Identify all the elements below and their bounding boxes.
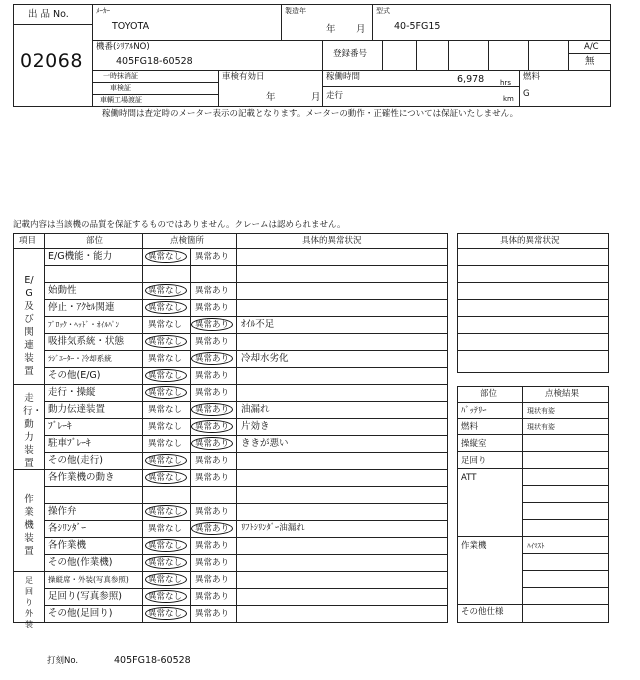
stamp-value: 405FG18-60528 — [114, 655, 191, 666]
travel-label: 走行 — [326, 91, 344, 101]
row-detail: ききが悪い — [241, 438, 289, 449]
disclaimer: 記載内容は当該機の品質を保証するものではありません。クレームは認められません。 — [13, 220, 346, 230]
normal-option: 異常なし — [148, 388, 183, 398]
abnormal-option: 異常あり — [195, 252, 230, 262]
selected-circle-mark — [145, 539, 187, 552]
inspection-year-unit: 年 — [266, 92, 276, 103]
model-label: 型式 — [376, 7, 390, 15]
col-item: 項目 — [19, 236, 37, 246]
inspection-month-unit: 月 — [311, 92, 321, 103]
abnormal-option: 異常あり — [195, 439, 230, 449]
fuel-value: G — [523, 89, 530, 99]
abnormal-option: 異常あり — [195, 320, 230, 330]
abnormal-option: 異常あり — [195, 473, 230, 483]
row-detail: 片効き — [241, 421, 270, 432]
row-part: その他(走行) — [48, 455, 103, 466]
selected-circle-mark — [191, 352, 233, 365]
work-machine-value: ﾊｲﾏｽﾄ — [527, 542, 545, 550]
normal-option: 異常なし — [148, 405, 183, 415]
normal-option: 異常なし — [148, 354, 183, 364]
row-part: 各ｼﾘﾝﾀﾞｰ — [48, 523, 87, 534]
abnormal-option: 異常あり — [195, 592, 230, 602]
undercarriage-label: 足回り — [461, 456, 487, 466]
abnormal-option: 異常あり — [195, 422, 230, 432]
hours-unit: hrs — [500, 79, 511, 87]
abnormal-option: 異常あり — [195, 575, 230, 585]
year-unit: 年 — [326, 24, 336, 35]
row-detail: 油漏れ — [241, 404, 270, 415]
ac-value: 無 — [585, 56, 595, 67]
row-part: その他(作業機) — [48, 557, 113, 568]
section-under: 足回り外装 — [25, 576, 33, 629]
fuel-label: 燃料 — [523, 72, 541, 82]
selected-circle-mark — [145, 284, 187, 297]
col-part: 部位 — [86, 236, 104, 246]
battery-value: 現状有姿 — [527, 407, 555, 415]
other-spec-label: その他仕様 — [461, 607, 504, 617]
selected-circle-mark — [145, 386, 187, 399]
row-detail: 冷却水劣化 — [241, 353, 289, 364]
serial-label: 機番(ｼﾘｱﾙNO) — [96, 42, 150, 52]
work-cert-label: 車輌工場渡証 — [100, 96, 142, 104]
model-value: 40-5FG15 — [394, 21, 441, 32]
row-part: 操縦席・外装(写真参照) — [48, 575, 129, 584]
section-engine: E/G及び関連装置 — [24, 275, 34, 377]
row-part: ﾌﾞﾛｯｸ・ﾍｯﾄﾞ・ｵｲﾙﾊﾟﾝ — [48, 320, 120, 329]
selected-circle-mark — [145, 471, 187, 484]
row-part: 吸排気系統・状態 — [48, 336, 125, 347]
normal-option: 異常なし — [148, 303, 183, 313]
selected-circle-mark — [145, 590, 187, 603]
normal-option: 異常なし — [148, 286, 183, 296]
normal-option: 異常なし — [148, 456, 183, 466]
selected-circle-mark — [191, 420, 233, 433]
abnormal-option: 異常あり — [195, 609, 230, 619]
selected-circle-mark — [191, 403, 233, 416]
normal-option: 異常なし — [148, 439, 183, 449]
selected-circle-mark — [191, 522, 233, 535]
row-part: その他(足回り) — [48, 608, 113, 619]
selected-circle-mark — [145, 505, 187, 518]
abnormal-option: 異常あり — [195, 388, 230, 398]
normal-option: 異常なし — [148, 507, 183, 517]
row-detail: ﾘﾌﾄｼﾘﾝﾀﾞｰ油漏れ — [241, 523, 305, 533]
normal-option: 異常なし — [148, 541, 183, 551]
normal-option: 異常なし — [148, 320, 183, 330]
row-part: E/G機能・能力 — [48, 251, 113, 262]
selected-circle-mark — [145, 607, 187, 620]
abnormal-option: 異常あり — [195, 371, 230, 381]
normal-option: 異常なし — [148, 337, 183, 347]
normal-option: 異常なし — [148, 371, 183, 381]
row-part: ﾗｼﾞｴｰﾀｰ・冷却系統 — [48, 354, 112, 363]
col-check: 点検箇所 — [170, 236, 205, 246]
abnormal-option: 異常あり — [195, 524, 230, 534]
normal-option: 異常なし — [148, 575, 183, 585]
row-part: ﾌﾞﾚｰｷ — [48, 421, 72, 432]
abnormal-option: 異常あり — [195, 456, 230, 466]
selected-circle-mark — [145, 250, 187, 263]
selected-circle-mark — [145, 369, 187, 382]
section-work: 作業機装置 — [24, 494, 34, 557]
row-part: その他(E/G) — [48, 370, 101, 381]
row-detail: ｵｲﾙ不足 — [241, 319, 275, 330]
temp-cancel-label: 一時抹消証 — [103, 72, 138, 80]
selected-circle-mark — [191, 318, 233, 331]
abnormal-option: 異常あり — [195, 507, 230, 517]
normal-option: 異常なし — [148, 524, 183, 534]
normal-option: 異常なし — [148, 473, 183, 483]
selected-circle-mark — [145, 335, 187, 348]
abnormal-option: 異常あり — [195, 337, 230, 347]
ac-label: A/C — [584, 42, 599, 52]
km-unit: km — [503, 95, 514, 103]
row-part: 各作業機 — [48, 540, 87, 551]
maker-value: TOYOTA — [112, 21, 150, 32]
battery-label: ﾊﾞｯﾃﾘｰ — [461, 406, 487, 416]
normal-option: 異常なし — [148, 252, 183, 262]
selected-circle-mark — [145, 454, 187, 467]
abnormal-option: 異常あり — [195, 303, 230, 313]
row-part: 始動性 — [48, 285, 77, 296]
selected-circle-mark — [145, 573, 187, 586]
serial-value: 405FG18-60528 — [116, 56, 193, 67]
work-machine-label: 作業機 — [461, 541, 487, 551]
stamp-label: 打刻No. — [47, 656, 79, 666]
maker-label: ﾒｰｶｰ — [96, 7, 110, 15]
att-label: ATT — [461, 473, 477, 483]
hours-note: 稼働時間は査定時のメーター表示の記載となります。メーターの動作・正確性については保証いたしません。 — [102, 109, 519, 119]
right-part-header: 部位 — [480, 389, 498, 399]
fuel-check-value: 現状有姿 — [527, 423, 555, 431]
abnormal-option: 異常あり — [195, 558, 230, 568]
selected-circle-mark — [145, 556, 187, 569]
row-part: 動力伝達装置 — [48, 404, 106, 415]
abnormal-option: 異常あり — [195, 541, 230, 551]
year-label: 製造年 — [285, 7, 306, 15]
selected-circle-mark — [145, 301, 187, 314]
abnormal-option: 異常あり — [195, 354, 230, 364]
normal-option: 異常なし — [148, 558, 183, 568]
month-unit: 月 — [356, 24, 366, 35]
row-part: 停止・ｱｸｾﾙ関連 — [48, 302, 115, 313]
abnormal-option: 異常あり — [195, 286, 230, 296]
abnormal-option: 異常あり — [195, 405, 230, 415]
hours-value: 6,978 — [457, 74, 485, 85]
section-drive: 走行・動力装置 — [23, 393, 43, 469]
row-part: 各作業機の動き — [48, 472, 115, 483]
right-result-header: 点検結果 — [545, 389, 580, 399]
row-part: 操作弁 — [48, 506, 77, 517]
lot-number-label: 出 品 No. — [28, 9, 69, 20]
row-part: 駐車ﾌﾞﾚｰｷ — [48, 438, 91, 449]
hours-label: 稼働時間 — [326, 72, 361, 82]
normal-option: 異常なし — [148, 592, 183, 602]
fuel-check-label: 燃料 — [461, 422, 479, 432]
col-detail: 具体的異常状況 — [302, 236, 362, 246]
row-part: 足回り(写真参照) — [48, 591, 122, 602]
right-detail-header: 具体的異常状況 — [500, 236, 560, 246]
cab-label: 操縦室 — [461, 439, 487, 449]
normal-option: 異常なし — [148, 422, 183, 432]
selected-circle-mark — [191, 437, 233, 450]
cert-label: 車検証 — [110, 84, 131, 92]
registration-label: 登録番号 — [333, 49, 368, 59]
normal-option: 異常なし — [148, 609, 183, 619]
lot-number: 02068 — [20, 50, 83, 72]
row-part: 走行・操縦 — [48, 387, 96, 398]
inspection-label: 車検有効日 — [222, 72, 265, 82]
